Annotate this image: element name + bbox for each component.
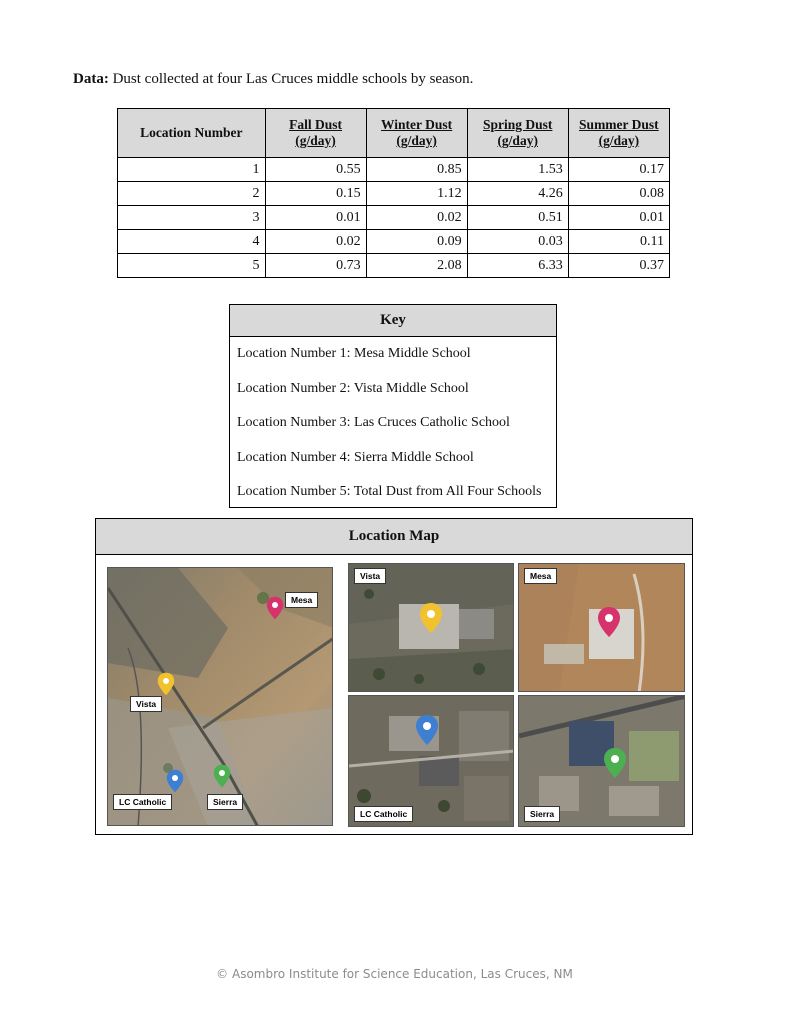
table-header-row: [118, 109, 670, 158]
panel-label-sierra: Sierra: [524, 806, 560, 822]
key-title: Key: [230, 305, 556, 337]
cell-fall: 0.01: [265, 206, 366, 230]
key-item: Location Number 4: Sierra Middle School: [237, 450, 474, 465]
lc-catholic-satellite-panel: [348, 695, 514, 827]
copyright-footer: © Asombro Institute for Science Education, Las Cruces, NM: [216, 967, 573, 981]
cell-spring: 1.53: [467, 158, 568, 182]
table-row: [118, 158, 670, 182]
cell-summer: 0.37: [568, 254, 669, 278]
header-summer-unit: (g/day): [598, 133, 640, 148]
map-pin-icon: [266, 596, 284, 620]
map-pin-icon: [597, 606, 621, 638]
cell-spring: 0.51: [467, 206, 568, 230]
location-map-box: [95, 518, 693, 835]
map-pin-icon: [157, 672, 175, 696]
cell-spring: 0.03: [467, 230, 568, 254]
header-winter-dust: [366, 109, 467, 158]
intro-line: [73, 71, 473, 88]
key-box: [229, 304, 557, 508]
panel-label-lc-catholic: LC Catholic: [354, 806, 413, 822]
cell-location: 1: [118, 158, 266, 182]
header-summer-title: Summer Dust: [579, 117, 659, 132]
map-pin-icon: [415, 714, 439, 746]
cell-winter: 2.08: [366, 254, 467, 278]
cell-winter: 0.02: [366, 206, 467, 230]
header-spring-unit: (g/day): [497, 133, 538, 148]
header-spring-title: Spring Dust: [482, 117, 553, 132]
cell-location: 3: [118, 206, 266, 230]
map-title: Location Map: [96, 519, 692, 555]
cell-location: 2: [118, 182, 266, 206]
header-summer-dust: [568, 109, 669, 158]
panel-label-vista: Vista: [354, 568, 386, 584]
cell-summer: 0.11: [568, 230, 669, 254]
cell-fall: 0.02: [265, 230, 366, 254]
overview-label-mesa: Mesa: [285, 592, 318, 608]
vista-satellite-panel: [348, 563, 514, 692]
key-item: Location Number 1: Mesa Middle School: [237, 346, 471, 361]
header-fall-dust: [265, 109, 366, 158]
intro-label: Data:: [73, 71, 109, 87]
cell-location: 5: [118, 254, 266, 278]
cell-summer: 0.01: [568, 206, 669, 230]
map-pin-icon: [419, 602, 443, 634]
header-spring-dust: [467, 109, 568, 158]
sierra-satellite-panel: [518, 695, 685, 827]
mesa-satellite-panel: [518, 563, 685, 692]
header-fall-unit: (g/day): [295, 133, 336, 148]
cell-summer: 0.17: [568, 158, 669, 182]
dust-data-table: [117, 108, 670, 278]
table-row: [118, 182, 670, 206]
key-item: Location Number 5: Total Dust from All Four Schools: [237, 484, 542, 499]
cell-fall: 0.15: [265, 182, 366, 206]
intro-text: Dust collected at four Las Cruces middle schools by season.: [112, 71, 474, 87]
table-row: [118, 254, 670, 278]
header-winter-unit: (g/day): [396, 133, 437, 148]
map-pin-icon: [603, 747, 627, 779]
table-row: [118, 230, 670, 254]
cell-winter: 0.85: [366, 158, 467, 182]
map-pin-icon: [213, 764, 231, 788]
key-item: Location Number 3: Las Cruces Catholic School: [237, 415, 510, 430]
overview-map: [107, 567, 333, 826]
cell-winter: 1.12: [366, 182, 467, 206]
header-fall-title: Fall Dust: [289, 117, 342, 132]
table-row: [118, 206, 670, 230]
cell-spring: 6.33: [467, 254, 568, 278]
cell-winter: 0.09: [366, 230, 467, 254]
panel-label-mesa: Mesa: [524, 568, 557, 584]
map-pin-icon: [166, 769, 184, 793]
overview-label-vista: Vista: [130, 696, 162, 712]
key-item: Location Number 2: Vista Middle School: [237, 381, 469, 396]
cell-location: 4: [118, 230, 266, 254]
cell-summer: 0.08: [568, 182, 669, 206]
cell-fall: 0.73: [265, 254, 366, 278]
cell-spring: 4.26: [467, 182, 568, 206]
header-location-number: Location Number: [118, 109, 266, 158]
cell-fall: 0.55: [265, 158, 366, 182]
header-winter-title: Winter Dust: [381, 117, 453, 132]
overview-label-sierra: Sierra: [207, 794, 243, 810]
overview-label-lc-catholic: LC Catholic: [113, 794, 172, 810]
